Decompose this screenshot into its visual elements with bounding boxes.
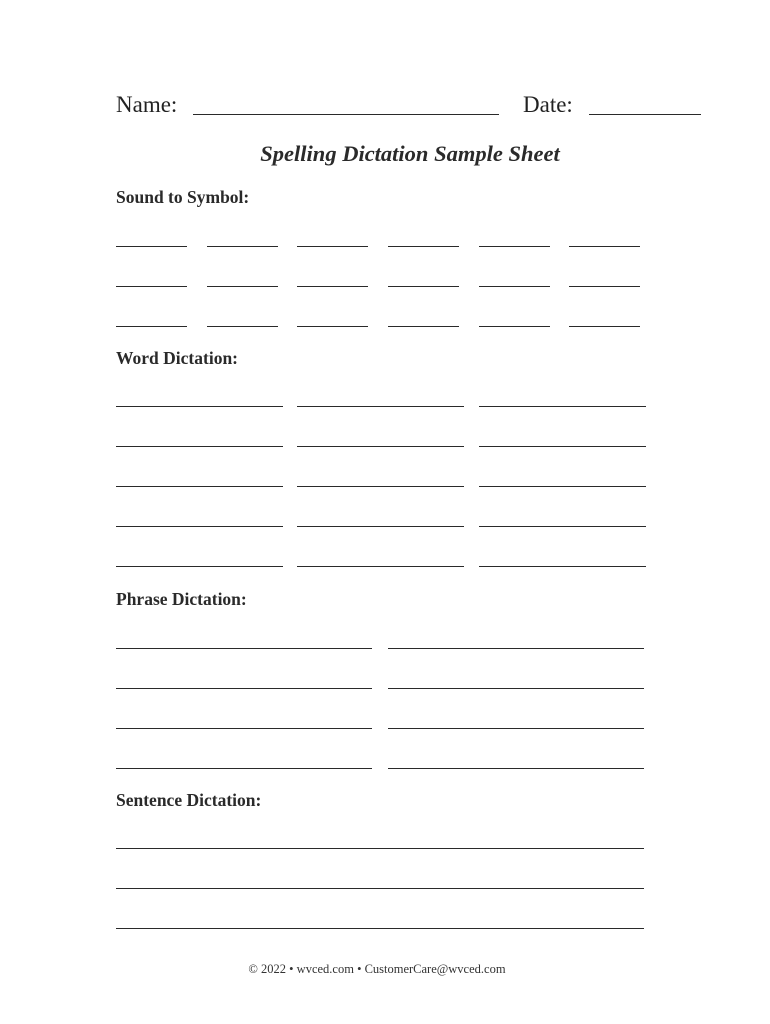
word-blank-line[interactable] xyxy=(116,406,283,407)
sound-blank-line[interactable] xyxy=(207,286,278,287)
word-blank-line[interactable] xyxy=(116,486,283,487)
sentence-blank-line[interactable] xyxy=(116,928,644,929)
sound-blank-line[interactable] xyxy=(479,246,550,247)
sound-blank-line[interactable] xyxy=(297,326,368,327)
date-label: Date: xyxy=(523,92,573,117)
word-blank-line[interactable] xyxy=(479,406,646,407)
sentence-blank-line[interactable] xyxy=(116,888,644,889)
phrase-blank-line[interactable] xyxy=(116,648,372,649)
date-field-line[interactable] xyxy=(589,114,701,115)
sound-to-symbol-heading: Sound to Symbol: xyxy=(116,187,250,207)
footer-text: © 2022 • wvced.com • CustomerCare@wvced.com xyxy=(248,962,506,976)
word-blank-line[interactable] xyxy=(479,486,646,487)
sound-blank-line[interactable] xyxy=(569,326,640,327)
sound-blank-line[interactable] xyxy=(116,246,187,247)
sound-blank-line[interactable] xyxy=(297,286,368,287)
phrase-blank-line[interactable] xyxy=(388,688,644,689)
phrase-blank-line[interactable] xyxy=(116,688,372,689)
word-blank-line[interactable] xyxy=(297,486,464,487)
word-blank-line[interactable] xyxy=(297,566,464,567)
word-blank-line[interactable] xyxy=(297,526,464,527)
sound-blank-line[interactable] xyxy=(116,286,187,287)
word-dictation-heading: Word Dictation: xyxy=(116,348,239,368)
word-blank-line[interactable] xyxy=(116,446,283,447)
sound-blank-line[interactable] xyxy=(388,326,459,327)
word-blank-line[interactable] xyxy=(116,566,283,567)
name-field-line[interactable] xyxy=(193,114,499,115)
sound-blank-line[interactable] xyxy=(479,286,550,287)
name-label: Name: xyxy=(116,92,178,117)
sound-blank-line[interactable] xyxy=(116,326,187,327)
word-blank-line[interactable] xyxy=(116,526,283,527)
phrase-dictation-heading: Phrase Dictation: xyxy=(116,589,247,609)
sound-blank-line[interactable] xyxy=(207,326,278,327)
phrase-blank-line[interactable] xyxy=(388,648,644,649)
word-blank-line[interactable] xyxy=(479,566,646,567)
phrase-blank-line[interactable] xyxy=(116,768,372,769)
word-blank-line[interactable] xyxy=(297,406,464,407)
sound-blank-line[interactable] xyxy=(569,286,640,287)
sound-blank-line[interactable] xyxy=(569,246,640,247)
sound-blank-line[interactable] xyxy=(207,246,278,247)
sentence-blank-line[interactable] xyxy=(116,848,644,849)
word-blank-line[interactable] xyxy=(297,446,464,447)
phrase-blank-line[interactable] xyxy=(388,728,644,729)
phrase-blank-line[interactable] xyxy=(116,728,372,729)
word-blank-line[interactable] xyxy=(479,446,646,447)
phrase-blank-line[interactable] xyxy=(388,768,644,769)
sentence-dictation-heading: Sentence Dictation: xyxy=(116,790,262,810)
word-blank-line[interactable] xyxy=(479,526,646,527)
sound-blank-line[interactable] xyxy=(479,326,550,327)
page-title: Spelling Dictation Sample Sheet xyxy=(260,141,560,166)
sound-blank-line[interactable] xyxy=(388,246,459,247)
sound-blank-line[interactable] xyxy=(297,246,368,247)
sound-blank-line[interactable] xyxy=(388,286,459,287)
